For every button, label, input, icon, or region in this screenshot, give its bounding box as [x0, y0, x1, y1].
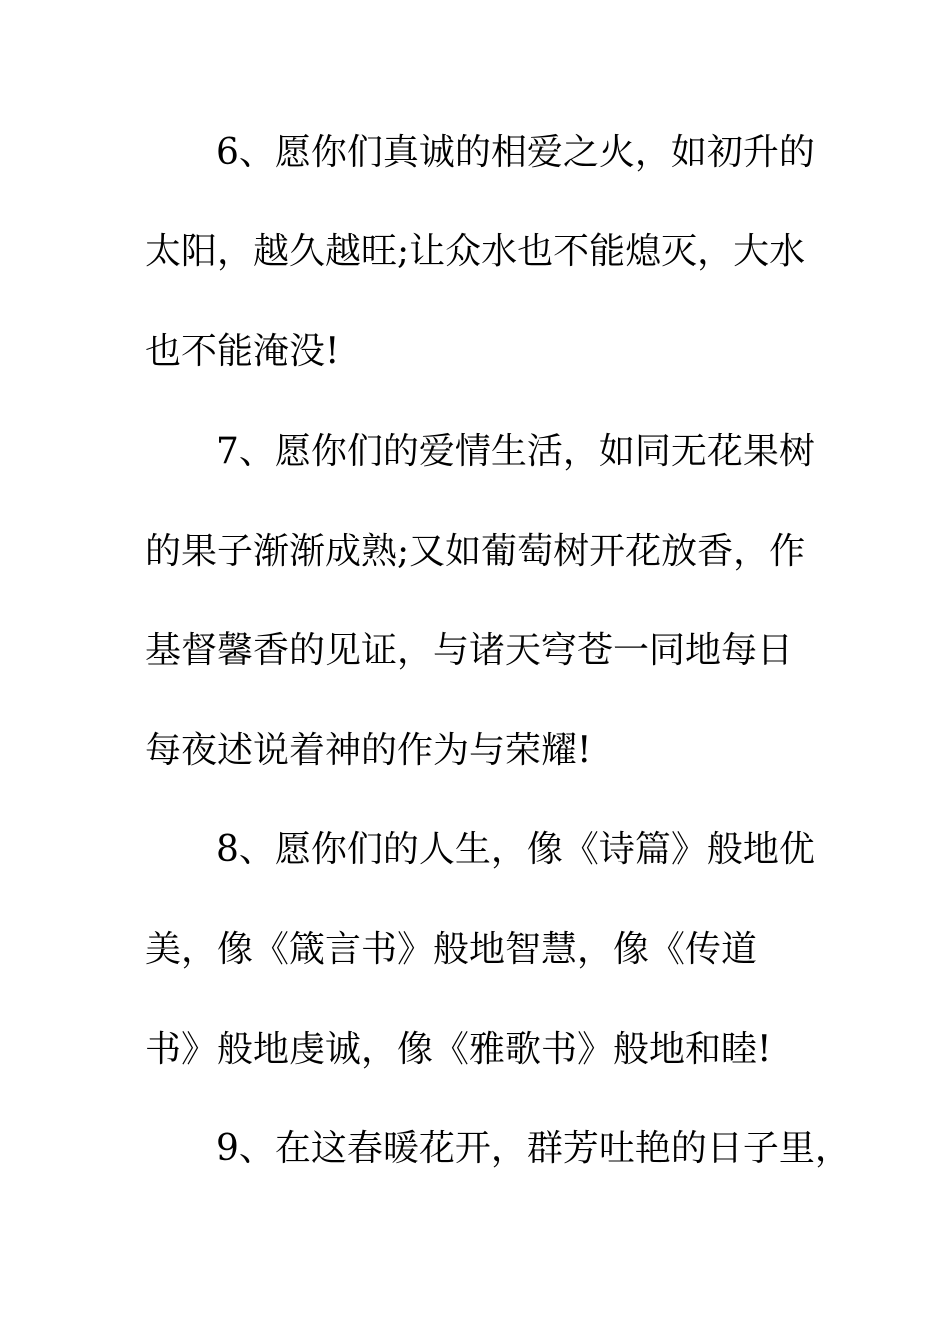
paragraph-8-line-2: 美，像《箴言书》般地智慧，像《传道: [145, 929, 758, 970]
paragraph-7-line-3: 基督馨香的见证，与诸天穹苍一同地每日: [145, 630, 794, 671]
paragraph-7-line-1: 7、愿你们的爱情生活，如同无花果树: [216, 431, 815, 472]
paragraph-8-line-3: 书》般地虔诚，像《雅歌书》般地和睦!: [145, 1029, 772, 1070]
paragraph-6-line-2: 太阳，越久越旺;让众水也不能熄灭，大水: [145, 231, 806, 272]
paragraph-7-line-4: 每夜述说着神的作为与荣耀!: [145, 730, 592, 771]
paragraph-7-line-2: 的果子渐渐成熟;又如葡萄树开花放香，作: [145, 531, 806, 572]
paragraph-9-line-1: 9、在这春暖花开，群芳吐艳的日子里，: [216, 1128, 851, 1169]
paragraph-8-line-1: 8、愿你们的人生，像《诗篇》般地优: [216, 829, 815, 870]
paragraph-6-line-1: 6、愿你们真诚的相爱之火，如初升的: [216, 132, 815, 173]
paragraph-6-line-3: 也不能淹没!: [145, 331, 340, 372]
